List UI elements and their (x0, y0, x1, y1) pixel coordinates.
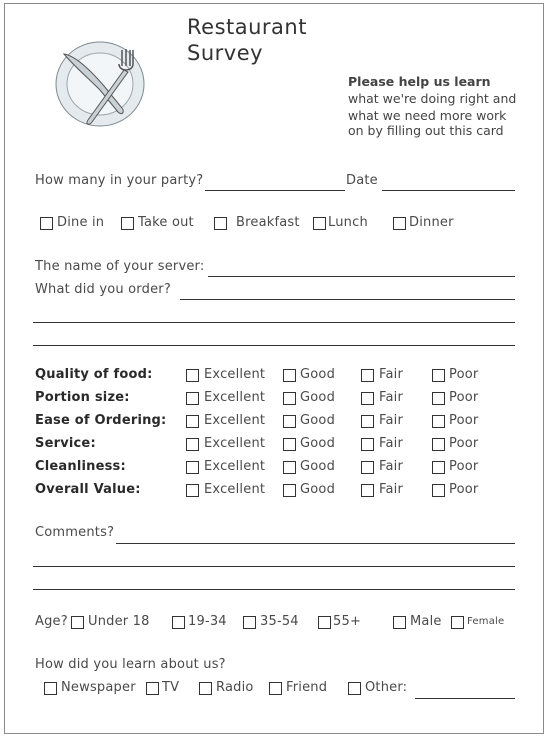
rating-excellent-label: Excellent (204, 390, 266, 405)
rating-good-checkbox[interactable] (283, 461, 296, 474)
order-label: What did you order? (35, 282, 171, 297)
female-label: Female (467, 616, 505, 627)
rating-poor-label: Poor (449, 436, 479, 451)
plate-fork-knife-icon (52, 40, 152, 132)
rating-excellent-checkbox[interactable] (186, 392, 199, 405)
dinner-label: Dinner (409, 215, 454, 230)
rating-good-label: Good (300, 390, 336, 405)
date-field[interactable] (382, 190, 515, 191)
order-field-line[interactable] (33, 345, 515, 346)
rating-poor-label: Poor (449, 459, 479, 474)
comments-field[interactable] (116, 543, 515, 544)
breakfast-checkbox[interactable] (214, 217, 227, 230)
rating-category-label: Quality of food: (35, 367, 153, 382)
party-size-label: How many in your party? (35, 173, 204, 188)
intro-line: what we need more work (348, 108, 507, 123)
rating-category-label: Ease of Ordering: (35, 413, 167, 428)
rating-fair-label: Fair (379, 367, 404, 382)
age-35-54-checkbox[interactable] (243, 616, 256, 629)
age-label: Age? (35, 614, 68, 629)
newspaper-checkbox[interactable] (44, 682, 57, 695)
comments-field-line[interactable] (33, 566, 515, 567)
rating-excellent-label: Excellent (204, 367, 266, 382)
rating-fair-label: Fair (379, 459, 404, 474)
rating-fair-checkbox[interactable] (361, 369, 374, 382)
comments-label: Comments? (35, 525, 115, 540)
rating-poor-label: Poor (449, 413, 479, 428)
rating-category-label: Service: (35, 436, 96, 451)
rating-poor-checkbox[interactable] (432, 392, 445, 405)
tv-checkbox[interactable] (146, 682, 159, 695)
rating-fair-checkbox[interactable] (361, 484, 374, 497)
age-55-plus-label: 55+ (333, 614, 362, 629)
survey-title-line2: Survey (187, 41, 264, 65)
rating-excellent-label: Excellent (204, 413, 266, 428)
survey-title-line1: Restaurant (187, 15, 307, 39)
age-19-34-checkbox[interactable] (172, 616, 185, 629)
take-out-checkbox[interactable] (121, 217, 134, 230)
take-out-label: Take out (138, 215, 194, 230)
rating-good-checkbox[interactable] (283, 369, 296, 382)
rating-excellent-checkbox[interactable] (186, 438, 199, 451)
rating-category-label: Portion size: (35, 390, 130, 405)
rating-category-label: Overall Value: (35, 482, 141, 497)
date-label: Date (346, 173, 378, 188)
newspaper-label: Newspaper (61, 680, 136, 695)
age-19-34-label: 19-34 (188, 614, 227, 629)
radio-label: Radio (216, 680, 254, 695)
age-55-plus-checkbox[interactable] (318, 616, 331, 629)
rating-category-label: Cleanliness: (35, 459, 126, 474)
age-35-54-label: 35-54 (260, 614, 299, 629)
lunch-checkbox[interactable] (313, 217, 326, 230)
rating-excellent-label: Excellent (204, 459, 266, 474)
rating-fair-label: Fair (379, 482, 404, 497)
rating-poor-label: Poor (449, 482, 479, 497)
rating-good-label: Good (300, 436, 336, 451)
rating-good-checkbox[interactable] (283, 392, 296, 405)
intro-line: what we're doing right and (348, 91, 517, 106)
rating-good-label: Good (300, 367, 336, 382)
friend-label: Friend (286, 680, 328, 695)
rating-fair-checkbox[interactable] (361, 415, 374, 428)
rating-good-checkbox[interactable] (283, 438, 296, 451)
party-size-field[interactable] (205, 190, 345, 191)
order-field[interactable] (180, 299, 515, 300)
dine-in-label: Dine in (57, 215, 105, 230)
referral-question: How did you learn about us? (35, 657, 226, 672)
rating-fair-label: Fair (379, 436, 404, 451)
rating-good-label: Good (300, 413, 336, 428)
other-checkbox[interactable] (348, 682, 361, 695)
rating-fair-label: Fair (379, 413, 404, 428)
rating-poor-checkbox[interactable] (432, 461, 445, 474)
rating-good-checkbox[interactable] (283, 484, 296, 497)
male-checkbox[interactable] (393, 616, 406, 629)
dinner-checkbox[interactable] (393, 217, 406, 230)
rating-poor-checkbox[interactable] (432, 438, 445, 451)
rating-poor-label: Poor (449, 367, 479, 382)
other-label: Other: (365, 680, 408, 695)
rating-excellent-checkbox[interactable] (186, 415, 199, 428)
rating-poor-checkbox[interactable] (432, 415, 445, 428)
rating-excellent-label: Excellent (204, 482, 266, 497)
rating-fair-label: Fair (379, 390, 404, 405)
rating-fair-checkbox[interactable] (361, 438, 374, 451)
server-name-field[interactable] (208, 276, 515, 277)
rating-excellent-checkbox[interactable] (186, 484, 199, 497)
rating-good-checkbox[interactable] (283, 415, 296, 428)
rating-good-label: Good (300, 482, 336, 497)
radio-checkbox[interactable] (199, 682, 212, 695)
tv-label: TV (162, 680, 180, 695)
order-field-line[interactable] (33, 322, 515, 323)
rating-poor-checkbox[interactable] (432, 484, 445, 497)
male-label: Male (410, 614, 442, 629)
other-field[interactable] (415, 698, 515, 699)
rating-poor-checkbox[interactable] (432, 369, 445, 382)
rating-fair-checkbox[interactable] (361, 461, 374, 474)
age-under-18-checkbox[interactable] (71, 616, 84, 629)
rating-excellent-label: Excellent (204, 436, 266, 451)
female-checkbox[interactable] (451, 616, 464, 629)
server-name-label: The name of your server: (35, 259, 205, 274)
intro-line: on by filling out this card (348, 123, 504, 138)
lunch-label: Lunch (328, 215, 368, 230)
age-under-18-label: Under 18 (88, 614, 150, 629)
comments-field-line[interactable] (33, 589, 515, 590)
friend-checkbox[interactable] (269, 682, 282, 695)
dine-in-checkbox[interactable] (40, 217, 53, 230)
rating-excellent-checkbox[interactable] (186, 369, 199, 382)
rating-good-label: Good (300, 459, 336, 474)
rating-poor-label: Poor (449, 390, 479, 405)
intro-heading: Please help us learn (348, 74, 491, 89)
rating-fair-checkbox[interactable] (361, 392, 374, 405)
rating-excellent-checkbox[interactable] (186, 461, 199, 474)
breakfast-label: Breakfast (236, 215, 300, 230)
